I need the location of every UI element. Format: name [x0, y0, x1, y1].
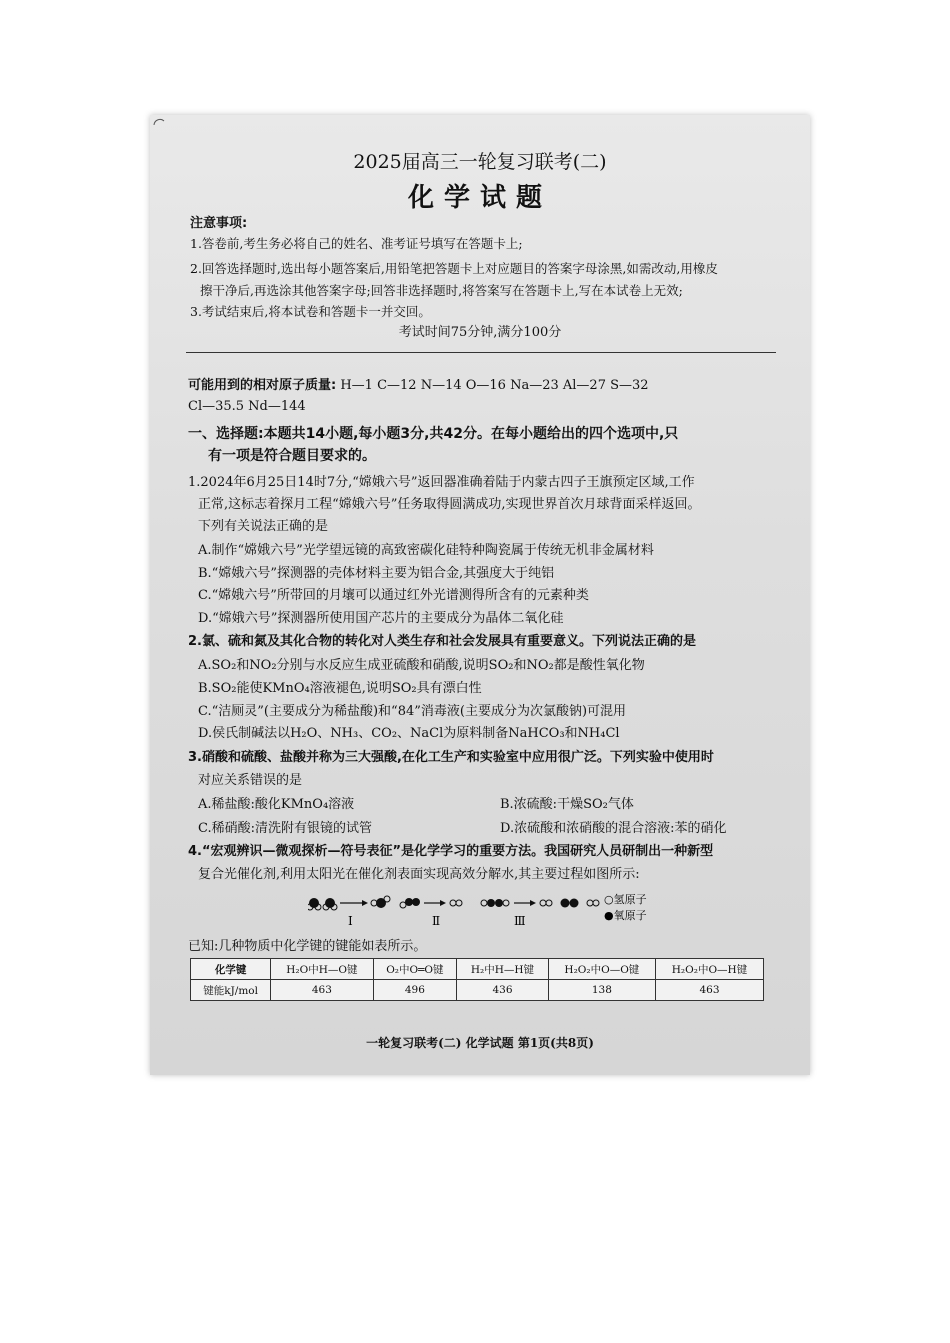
oxygen-atom [487, 899, 495, 907]
atomic-mass-values: H—1 C—12 N—14 O—16 Na—23 Al—27 S—32 [340, 378, 649, 393]
q2-stem: 2.氯、硫和氮及其化合物的转化对人类生存和社会发展具有重要意义。下列说法正确的是 [188, 634, 696, 649]
note-item: 3.考试结束后,将本试卷和答题卡一并交回。 [190, 304, 431, 319]
q1-stem: 1.2024年6月25日14时7分,“嫦娥六号”返回器准确着陆于内蒙古四子王旗预定区域,工作 [188, 475, 695, 490]
page-corner-mark [150, 115, 170, 135]
divider [186, 352, 776, 353]
exam-title: 2025届高三一轮复习联考(二) [353, 151, 607, 173]
q2-option-b: B.SO₂能使KMnO₄溶液褪色,说明SO₂具有漂白性 [198, 681, 482, 696]
q4-known: 已知:几种物质中化学键的键能如表所示。 [188, 939, 427, 954]
exam-paper [150, 115, 810, 1075]
note-item: 擦干净后,再选涂其他答案字母;回答非选择题时,将答案写在答题卡上,写在本试卷上无效; [200, 283, 683, 298]
water-molecule [323, 898, 337, 910]
table-header-row [191, 959, 764, 980]
table-cell: 496 [373, 980, 457, 1001]
table-header-cell: H₂O中H—O键 [271, 959, 373, 980]
step-label-2: Ⅱ [432, 914, 441, 928]
q1-stem: 正常,这标志着探月工程“嫦娥六号”任务取得圆满成功,实现世界首次月球背面采样返回。 [198, 497, 701, 512]
q3-option-a: A.稀盐酸:酸化KMnO₄溶液 [198, 797, 355, 812]
table-header-cell: H₂O₂中O—H键 [655, 959, 763, 980]
q1-option-b: B.“嫦娥六号”探测器的壳体材料主要为铝合金,其强度大于纯铝 [198, 566, 555, 581]
exam-time: 考试时间75分钟,满分100分 [398, 325, 562, 340]
notes-heading: 注意事项: [190, 216, 248, 231]
table-cell: 463 [655, 980, 763, 1001]
hydrogen-atom [546, 900, 552, 906]
subject-title: 化学试题 [407, 183, 552, 213]
legend-hydrogen: ○氢原子 [604, 893, 647, 906]
hydrogen-atom [450, 900, 456, 906]
oxygen-atom [561, 899, 570, 908]
hydrogen-atom [593, 900, 599, 906]
table-cell: 138 [548, 980, 655, 1001]
hydrogen-atom [481, 900, 487, 906]
page-footer: 一轮复习联考(二) 化学试题 第1页(共8页) [366, 1036, 594, 1050]
section-heading-cont: 有一项是符合题目要求的。 [208, 448, 376, 464]
hydrogen-atom [540, 900, 546, 906]
section-heading: 一、选择题:本题共14小题,每小题3分,共42分。在每小题给出的四个选项中,只 [188, 426, 679, 442]
q1-option-c: C.“嫦娥六号”所带回的月壤可以通过红外光谱测得所含有的元素种类 [198, 588, 589, 603]
note-item: 1.答卷前,考生务必将自己的姓名、准考证号填写在答题卡上; [190, 236, 523, 251]
q2-option-c: C.“洁厕灵”(主要成分为稀盐酸)和“84”消毒液(主要成分为次氯酸钠)可混用 [198, 704, 627, 719]
atomic-mass-line2: Cl—35.5 Nd—144 [188, 399, 306, 414]
arrow-head-icon [440, 900, 446, 906]
bond-energy-table [190, 958, 764, 1001]
oxygen-atom [405, 898, 413, 906]
table-cell: 436 [457, 980, 549, 1001]
atomic-mass-label: 可能用到的相对原子质量: [188, 378, 337, 393]
table-header-cell: O₂中O═O键 [373, 959, 457, 980]
table-header-cell: H₂中H—H键 [457, 959, 549, 980]
water-splitting-diagram [308, 893, 668, 933]
q2-option-d: D.侯氏制碱法以H₂O、NH₃、CO₂、NaCl为原料制备NaHCO₃和NH₄Cl [198, 726, 620, 741]
hydrogen-atom [587, 900, 593, 906]
reaction-process-figure [308, 893, 668, 933]
q1-stem: 下列有关说法正确的是 [198, 519, 329, 534]
note-item: 2.回答选择题时,选出每小题答案后,用铅笔把答题卡上对应题目的答案字母涂黑,如需改动,用橡皮 [190, 261, 718, 276]
hydrogen-atom [384, 896, 390, 902]
arrow-head-icon [530, 900, 536, 906]
hydrogen-atom [456, 900, 462, 906]
q4-stem: 4.“宏观辨识—微观探析—符号表征”是化学学习的重要方法。我国研究人员研制出一种新型 [188, 844, 714, 859]
q3-option-d: D.浓硫酸和浓硝酸的混合溶液:苯的硝化 [500, 821, 727, 836]
step-label-3: Ⅲ [514, 914, 526, 928]
q3-stem: 3.硝酸和硫酸、盐酸并称为三大强酸,在化工生产和实验室中应用很广泛。下列实验中使用时 [188, 750, 714, 765]
oxygen-atom [570, 899, 579, 908]
q2-option-a: A.SO₂和NO₂分别与水反应生成亚硫酸和硝酸,说明SO₂和NO₂都是酸性氧化物 [198, 658, 645, 673]
q3-option-b: B.浓硫酸:干燥SO₂气体 [500, 797, 634, 812]
oxygen-atom [495, 899, 503, 907]
q1-option-a: A.制作“嫦娥六号”光学望远镜的高致密碳化硅特种陶瓷属于传统无机非金属材料 [198, 543, 654, 558]
table-row [191, 980, 764, 1001]
table-header-cell: H₂O₂中O—O键 [548, 959, 655, 980]
hydrogen-atom [400, 902, 406, 908]
table-header-cell: 化学键 [191, 959, 271, 980]
legend-oxygen: ●氧原子 [604, 909, 647, 922]
q4-stem: 复合光催化剂,利用太阳光在催化剂表面实现高效分解水,其主要过程如图所示: [198, 867, 640, 882]
table-row-label: 键能kJ/mol [191, 980, 271, 1001]
q3-option-c: C.稀硝酸:清洗附有银镜的试管 [198, 821, 372, 836]
arrow-head-icon [362, 900, 368, 906]
atomic-mass-line [188, 374, 649, 393]
hydrogen-atom [503, 900, 509, 906]
oxygen-atom [412, 898, 420, 906]
water-molecule [308, 898, 321, 910]
table-cell: 463 [271, 980, 373, 1001]
q3-stem: 对应关系错误的是 [198, 773, 303, 788]
step-label-1: Ⅰ [348, 914, 353, 928]
q1-option-d: D.“嫦娥六号”探测器所使用国产芯片的主要成分为晶体二氧化硅 [198, 611, 564, 626]
